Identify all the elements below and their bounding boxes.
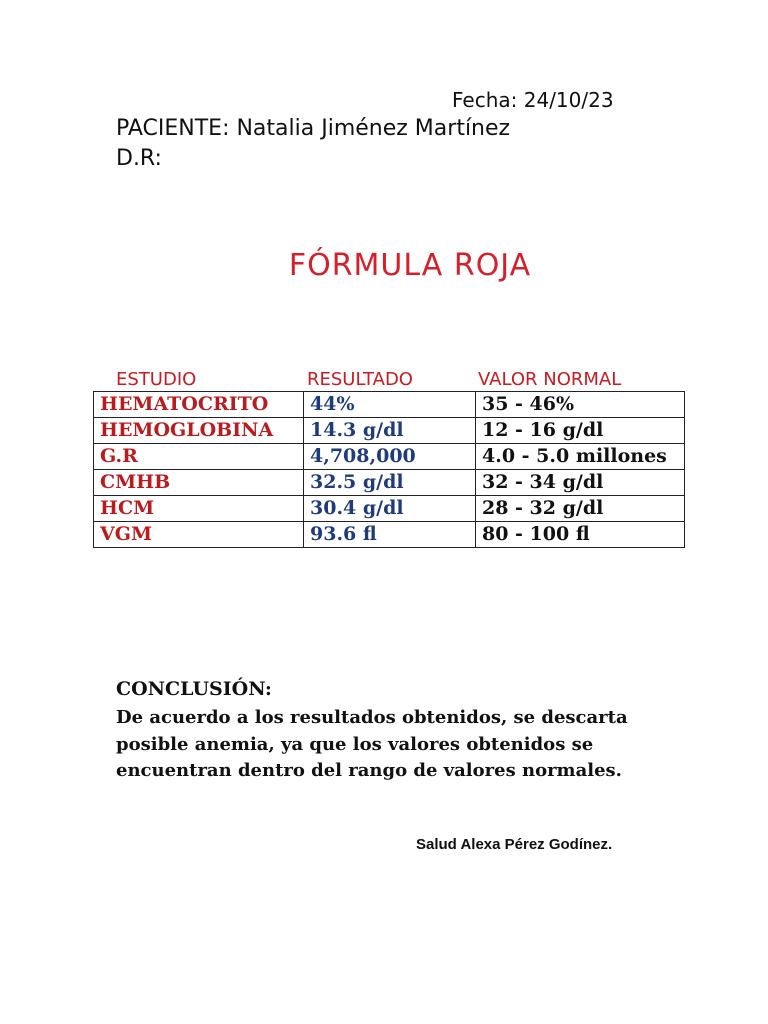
resultado-cell: 14.3 g/dl [304,418,476,444]
signature: Salud Alexa Pérez Godínez. [416,836,613,853]
results-table [93,391,685,548]
valor-normal-cell: 35 - 46% [476,392,685,418]
table-row [94,418,685,444]
date-label: Fecha: 24/10/23 [452,88,614,112]
valor-normal-cell: 80 - 100 fl [476,522,685,548]
column-header-valor-normal: VALOR NORMAL [478,369,622,390]
resultado-cell: 32.5 g/dl [304,470,476,496]
resultado-cell: 93.6 fl [304,522,476,548]
valor-normal-cell: 4.0 - 5.0 millones [476,444,685,470]
table-row [94,496,685,522]
conclusion-title: CONCLUSIÓN: [116,678,272,700]
valor-normal-cell: 28 - 32 g/dl [476,496,685,522]
document-title: FÓRMULA ROJA [288,248,532,283]
column-header-estudio: ESTUDIO [116,369,197,390]
table-row [94,522,685,548]
column-header-resultado: RESULTADO [307,369,413,390]
valor-normal-cell: 12 - 16 g/dl [476,418,685,444]
table-row [94,444,685,470]
conclusion-text: De acuerdo a los resultados obtenidos, se descarta posible anemia, ya que los valores obtenidos se encuentran dentro del rango de valores normales. [116,707,628,781]
estudio-cell: HCM [94,496,304,522]
estudio-cell: VGM [94,522,304,548]
estudio-cell: HEMOGLOBINA [94,418,304,444]
table-row [94,392,685,418]
estudio-cell: CMHB [94,470,304,496]
table-row [94,470,685,496]
patient-name: PACIENTE: Natalia Jiménez Martínez [116,116,511,141]
resultado-cell: 30.4 g/dl [304,496,476,522]
estudio-cell: G.R [94,444,304,470]
resultado-cell: 44% [304,392,476,418]
resultado-cell: 4,708,000 [304,444,476,470]
estudio-cell: HEMATOCRITO [94,392,304,418]
doctor-label: D.R: [116,146,162,171]
valor-normal-cell: 32 - 34 g/dl [476,470,685,496]
